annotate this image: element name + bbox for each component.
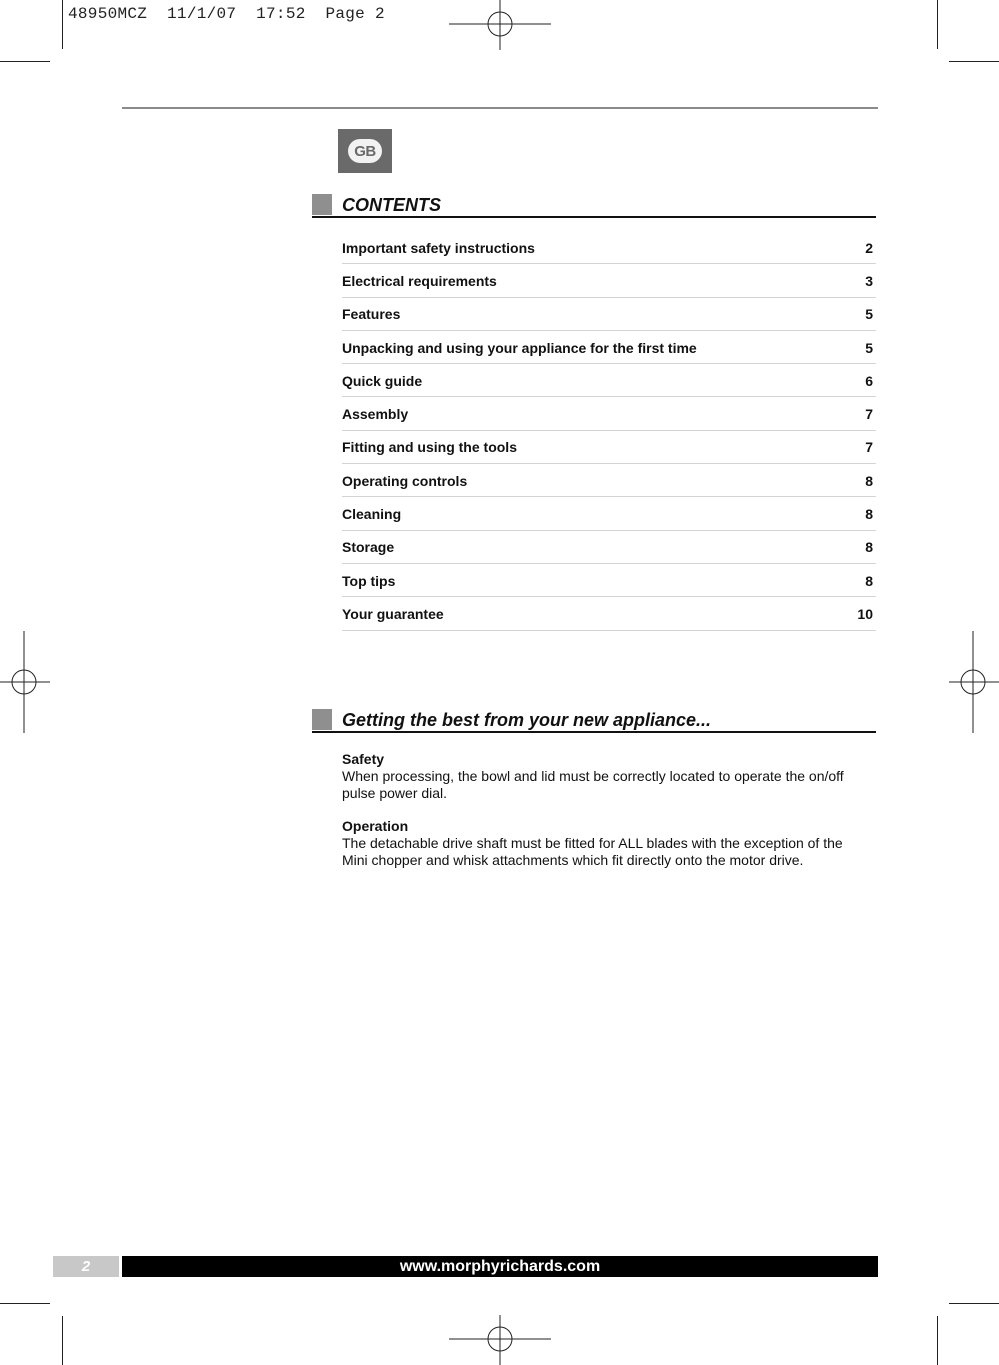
registration-mark-top <box>449 0 551 50</box>
toc-page: 5 <box>865 339 873 356</box>
toc-label: Important safety instructions <box>342 239 535 256</box>
toc-label: Cleaning <box>342 506 402 523</box>
toc-page: 6 <box>865 372 873 389</box>
operation-section <box>342 818 872 869</box>
heading-marker <box>312 194 332 215</box>
toc-label: Fitting and using the tools <box>342 439 517 456</box>
toc-label: Quick guide <box>342 372 423 389</box>
registration-mark-left <box>0 631 50 733</box>
toc-row <box>342 432 876 464</box>
best-from-title: Getting the best from your new appliance... <box>342 710 712 730</box>
safety-section <box>342 751 872 802</box>
toc-page: 7 <box>865 406 873 423</box>
toc-page: 7 <box>865 439 873 456</box>
crop-mark <box>937 1316 938 1365</box>
toc-row <box>342 365 876 397</box>
crop-mark <box>949 61 999 62</box>
page-number: 2 <box>53 1256 119 1277</box>
toc-page: 2 <box>865 239 873 256</box>
toc-label: Assembly <box>342 406 409 423</box>
crop-mark <box>0 61 50 62</box>
toc-row <box>342 598 876 630</box>
print-slug: 48950MCZ 11/1/07 17:52 Page 2 <box>68 5 385 23</box>
contents-title: CONTENTS <box>342 195 441 215</box>
toc-row <box>342 332 876 364</box>
registration-mark-bottom <box>449 1315 551 1365</box>
crop-mark <box>949 1303 999 1304</box>
toc-row <box>342 465 876 497</box>
toc-row <box>342 398 876 430</box>
toc-page: 10 <box>857 605 873 622</box>
toc-label: Electrical requirements <box>342 272 497 289</box>
toc-row <box>342 232 876 264</box>
toc-page: 8 <box>865 472 873 489</box>
crop-mark <box>937 0 938 49</box>
toc-label: Operating controls <box>342 472 468 489</box>
best-from-heading <box>312 709 876 733</box>
registration-mark-right <box>949 631 999 733</box>
toc-row <box>342 565 876 597</box>
toc-row <box>342 265 876 297</box>
toc-page: 5 <box>865 306 873 323</box>
top-rule <box>122 107 878 109</box>
toc-label: Top tips <box>342 572 396 589</box>
crop-mark <box>62 1316 63 1365</box>
contents-heading <box>312 194 876 218</box>
contents-list <box>342 232 876 632</box>
safety-heading: Safety <box>342 751 385 767</box>
toc-page: 8 <box>865 572 873 589</box>
toc-page: 8 <box>865 506 873 523</box>
toc-label: Storage <box>342 539 395 556</box>
website-link[interactable]: www.morphyrichards.com <box>122 1256 878 1277</box>
language-badge <box>338 129 392 173</box>
toc-label: Your guarantee <box>342 605 444 622</box>
heading-marker <box>312 709 332 730</box>
toc-row <box>342 498 876 530</box>
toc-label: Features <box>342 306 401 323</box>
toc-page: 3 <box>865 272 873 289</box>
language-badge-label: GB <box>348 139 382 163</box>
toc-page: 8 <box>865 539 873 556</box>
toc-row <box>342 532 876 564</box>
safety-text: When processing, the bowl and lid must be correctly located to operate the on/off pulse power dial. <box>342 768 844 801</box>
crop-mark <box>62 0 63 49</box>
operation-text: The detachable drive shaft must be fitted for ALL blades with the exception of the Mini chopper and whisk attachments which fit directly onto the motor drive. <box>342 835 843 868</box>
operation-heading: Operation <box>342 818 409 834</box>
toc-label: Unpacking and using your appliance for the first time <box>342 339 697 356</box>
toc-row <box>342 299 876 331</box>
crop-mark <box>0 1303 50 1304</box>
